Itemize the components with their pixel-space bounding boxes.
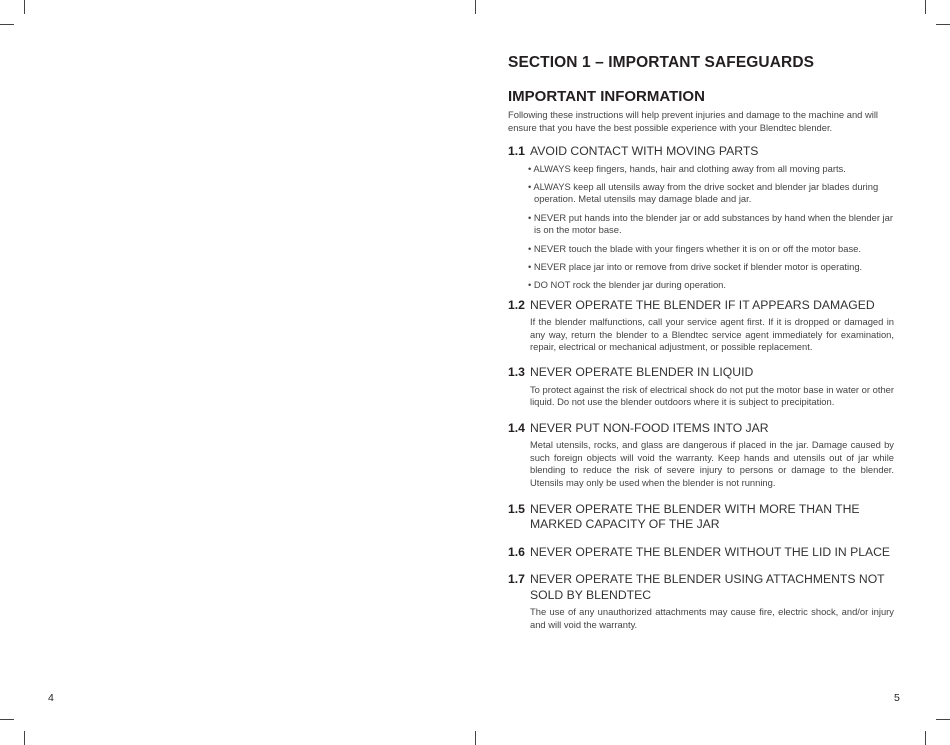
crop-mark-bottom-left: [24, 731, 25, 745]
section-heading: [508, 502, 894, 533]
section-1-5: [508, 502, 894, 533]
section-heading-title: NEVER OPERATE BLENDER IN LIQUID: [530, 365, 754, 380]
section-1-4: [508, 421, 894, 489]
section-number: 1.7: [508, 572, 525, 587]
section-1-6: [508, 545, 894, 561]
subheading: IMPORTANT INFORMATION: [508, 88, 705, 105]
section-1-3: [508, 365, 894, 408]
section-number: 1.2: [508, 297, 525, 312]
crop-mark-bottom-right: [925, 731, 926, 745]
section-body: To protect against the risk of electrical shock do not put the motor base in water or other liquid. Do not use the blender outdoors where it is subject to precipitation.: [530, 383, 894, 408]
crop-mark-bottom-left-h: [0, 719, 14, 720]
intro-text: Following these instructions will help prevent injuries and damage to the machine and will ensure that you have the best possible experience with your Blendtec blender.: [508, 109, 878, 133]
list-item: • ALWAYS keep all utensils away from the drive socket and blender jar blades during operation. Metal utensils may damage blade and jar.: [528, 180, 879, 205]
section-number: 1.5: [508, 501, 525, 516]
list-item: • NEVER place jar into or remove from drive socket if blender motor is operating.: [528, 260, 863, 272]
crop-mark-top-right-h: [936, 24, 950, 25]
right-page-number: 5: [894, 692, 900, 704]
section-number: 1.3: [508, 365, 525, 380]
section-1-1: [508, 144, 894, 292]
bullet-list: [508, 163, 894, 292]
crop-mark-top-left-h: [0, 24, 14, 25]
section-title: SECTION 1 – IMPORTANT SAFEGUARDS: [508, 54, 815, 71]
crop-mark-top-right: [925, 0, 926, 14]
list-item: • DO NOT rock the blender jar during operation.: [528, 279, 726, 291]
section-heading: [508, 572, 894, 603]
section-heading: [508, 545, 894, 561]
crop-mark-bottom-center: [475, 731, 476, 745]
section-heading: [508, 365, 894, 381]
section-heading-title: NEVER OPERATE THE BLENDER USING ATTACHMENTS NOT SOLD BY BLENDTEC: [530, 572, 885, 602]
section-1-2: [508, 298, 894, 354]
section-heading: [508, 421, 894, 437]
section-heading-title: NEVER OPERATE THE BLENDER IF IT APPEARS DAMAGED: [530, 297, 875, 312]
crop-mark-top-left: [24, 0, 25, 14]
section-1-7: [508, 572, 894, 631]
section-number: 1.4: [508, 420, 525, 435]
section-heading-title: NEVER OPERATE THE BLENDER WITHOUT THE LID IN PLACE: [530, 544, 891, 559]
list-item: • ALWAYS keep fingers, hands, hair and clothing away from all moving parts.: [528, 162, 846, 174]
section-heading-title: NEVER OPERATE THE BLENDER WITH MORE THAN THE MARKED CAPACITY OF THE JAR: [530, 501, 860, 532]
section-number: 1.1: [508, 144, 525, 158]
right-page-content: [508, 54, 894, 631]
section-heading-title: NEVER PUT NON-FOOD ITEMS INTO JAR: [530, 420, 769, 435]
section-number: 1.6: [508, 544, 525, 559]
section-body: Metal utensils, rocks, and glass are dangerous if placed in the jar. Damage caused by such foreign objects will void the warranty. Keep hands and utensils out of jar while blending to reduce the risk of severe injury to persons or damage to the blender. Utensils may only be used when the blender is not running.: [530, 439, 894, 488]
section-body: If the blender malfunctions, call your service agent first. If it is dropped or damaged in any way, return the blender to a Blendtec service agent immediately for examination, repair, electrical or mechanical adjustment, or possible replacement.: [530, 316, 894, 353]
section-heading: [508, 144, 894, 160]
list-item: • NEVER put hands into the blender jar or add substances by hand when the blender jar is on the motor base.: [528, 211, 893, 236]
section-heading: [508, 298, 894, 314]
left-page-number: 4: [48, 692, 54, 704]
section-body: The use of any unauthorized attachments may cause fire, electric shock, and/or injury and will void the warranty.: [530, 606, 894, 630]
crop-mark-bottom-right-h: [936, 719, 950, 720]
list-item: • NEVER touch the blade with your fingers whether it is on or off the motor base.: [528, 242, 861, 254]
section-heading-title: AVOID CONTACT WITH MOVING PARTS: [530, 144, 759, 158]
crop-mark-top-center: [475, 0, 476, 14]
